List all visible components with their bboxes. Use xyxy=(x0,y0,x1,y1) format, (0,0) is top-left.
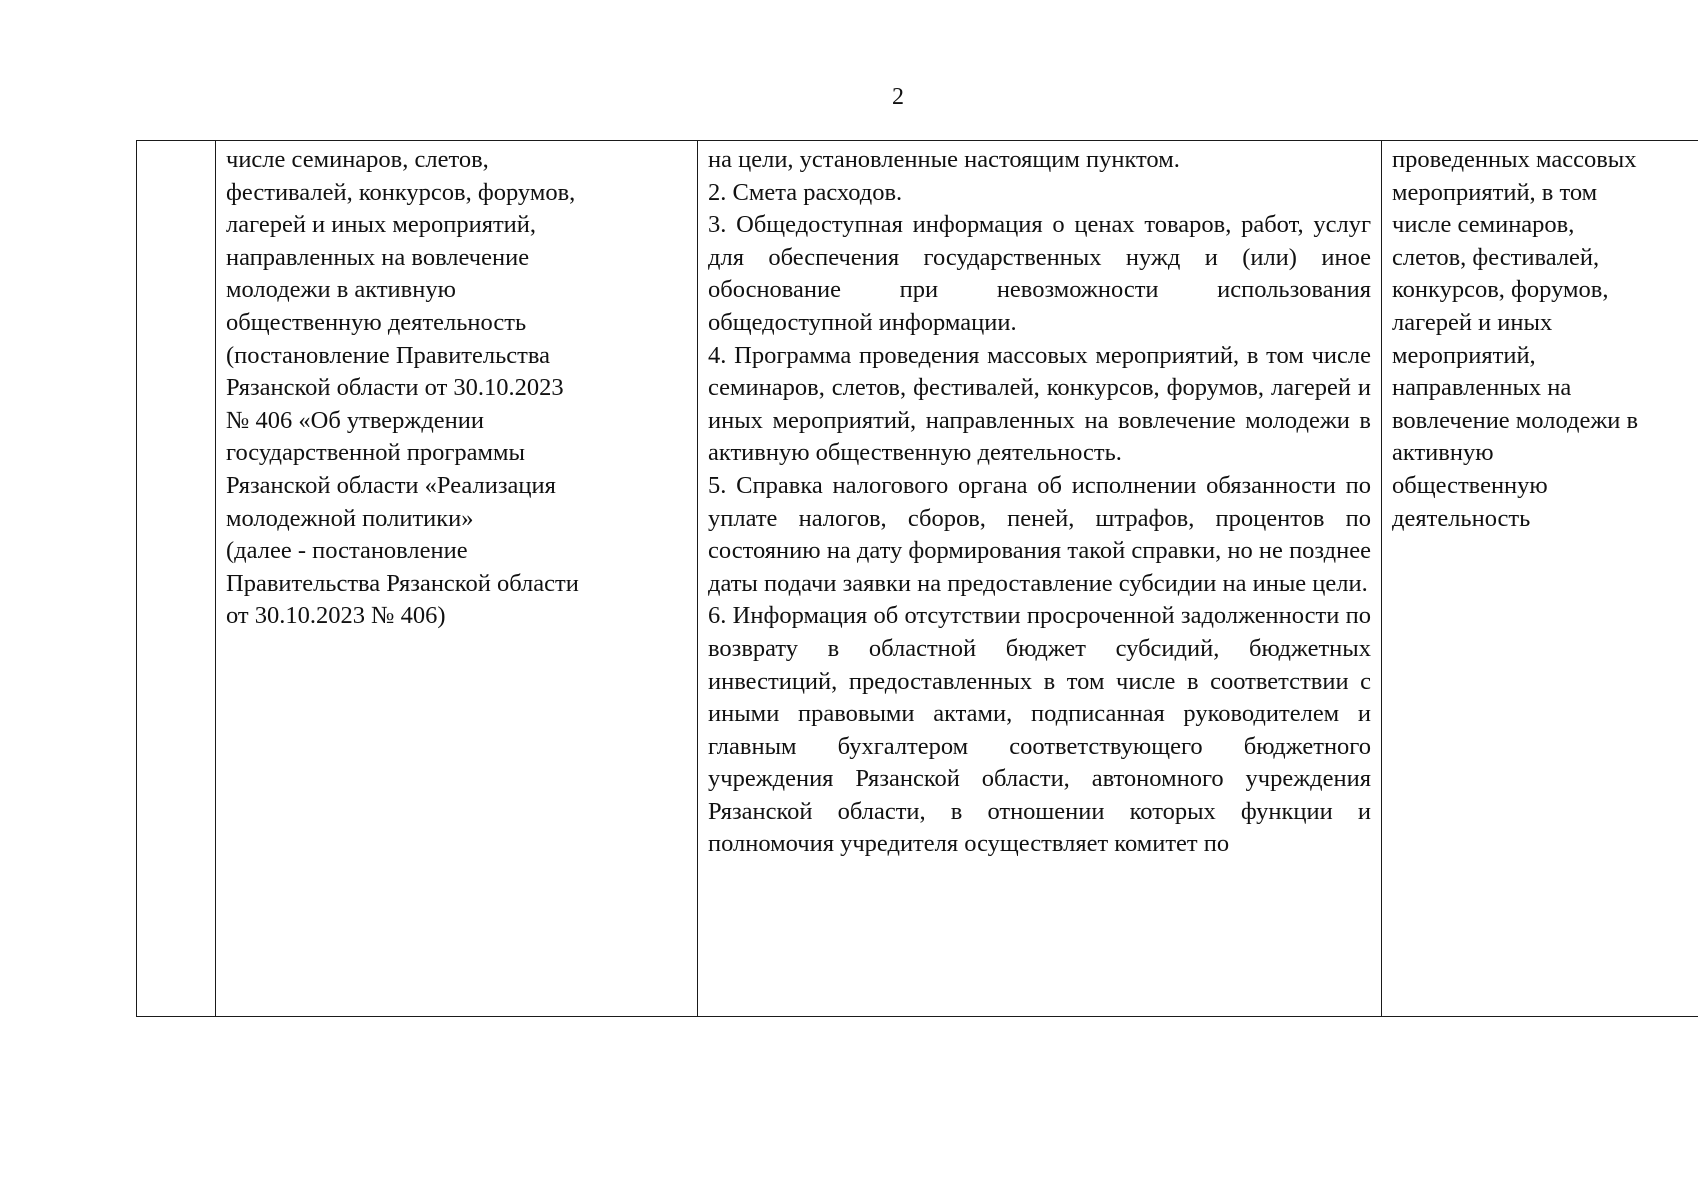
purpose-line: лагерей и иных мероприятий, xyxy=(226,211,537,239)
purpose-line: направленных на вовлечение xyxy=(226,243,530,271)
row-number-cell xyxy=(137,141,216,1017)
purpose-line: числе семинаров, слетов, xyxy=(226,146,489,173)
result-line: числе семинаров, xyxy=(1392,211,1575,239)
result-line: конкурсов, форумов, xyxy=(1392,276,1609,304)
page-number: 2 xyxy=(892,84,904,110)
document-item: 5. Справка налогового органа об исполнении обязанности по уплате налогов, сборов, пеней, штрафов, процентов по состоянию на дату формирования такой справки, но не позднее даты подачи заявки на предоставление субсидии на иные цели. xyxy=(708,471,1371,597)
document-item: 2. Смета расходов. xyxy=(708,178,903,206)
purpose-line: Рязанской области от 30.10.2023 xyxy=(226,374,564,402)
purpose-line: фестивалей, конкурсов, форумов, xyxy=(226,178,576,206)
purpose-line: государственной программы xyxy=(226,439,525,467)
result-line: лагерей и иных xyxy=(1392,308,1553,336)
result-line: активную xyxy=(1392,439,1494,467)
document-item: 3. Общедоступная информация о ценах товаров, работ, услуг для обеспечения государственных нужд и (или) иное обоснование при невозможности использования общедоступной информации. xyxy=(708,211,1371,336)
purpose-line: (постановление Правительства xyxy=(226,341,550,369)
table-row xyxy=(137,141,1698,1017)
result-line: вовлечение молодежи в xyxy=(1392,406,1639,434)
purpose-line: (далее - постановление xyxy=(226,537,468,565)
result-line: мероприятий, в том xyxy=(1392,178,1598,206)
purpose-line: молодежи в активную xyxy=(226,276,456,304)
result-line: проведенных массовых xyxy=(1392,146,1637,173)
result-line: направленных на xyxy=(1392,374,1572,402)
purpose-line: молодежной политики» xyxy=(226,504,474,532)
document-item: 4. Программа проведения массовых мероприятий, в том числе семинаров, слетов, фестивалей, конкурсов, форумов, лагерей и иных мероприятий, направленных на вовлечение молодежи в активную общественную деятельность. xyxy=(708,341,1371,467)
result-line: деятельность xyxy=(1392,504,1531,532)
purpose-line: общественную деятельность xyxy=(226,308,527,336)
document-item: на цели, установленные настоящим пунктом. xyxy=(708,146,1180,173)
purpose-line: от 30.10.2023 № 406) xyxy=(226,602,446,630)
result-line: общественную xyxy=(1392,471,1548,499)
purpose-line: Рязанской области «Реализация xyxy=(226,471,556,499)
documents-cell xyxy=(698,141,1382,1017)
documents-table xyxy=(136,140,1698,1017)
purpose-line: Правительства Рязанской области xyxy=(226,569,579,597)
result-line: слетов, фестивалей, xyxy=(1392,243,1600,271)
result-line: мероприятий, xyxy=(1392,341,1536,369)
result-cell xyxy=(1382,141,1698,1017)
purpose-cell xyxy=(216,141,698,1017)
document-item: 6. Информация об отсутствии просроченной задолженности по возврату в областной бюджет субсидий, бюджетных инвестиций, предоставленных в том числе в соответствии с иными правовыми актами, подписанная руководителем и главным бухгалтером соответствующего бюджетного учреждения Рязанской области, автономного учреждения Рязанской области, в отношении которых функции и полномочия учредителя осуществляет комитет по xyxy=(708,602,1371,858)
purpose-line: № 406 «Об утверждении xyxy=(226,406,485,434)
